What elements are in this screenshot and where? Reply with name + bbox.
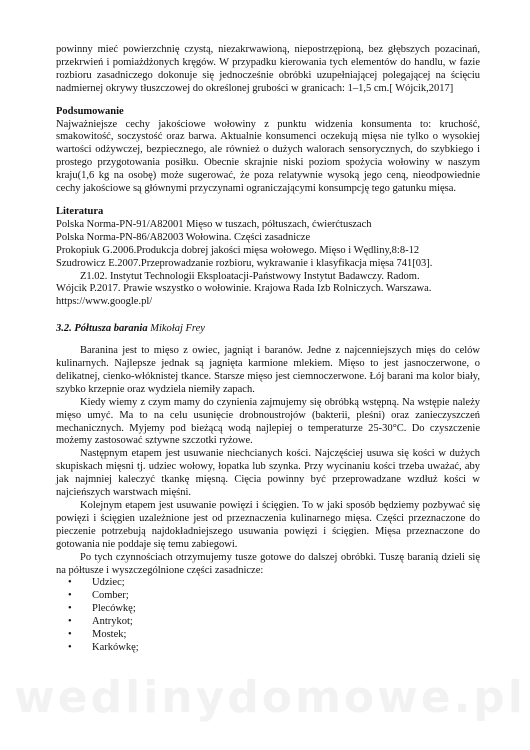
literature-heading: Literatura	[56, 205, 104, 217]
reference-list	[56, 219, 480, 309]
bullet-icon: •	[68, 603, 72, 615]
reference-item: Z1.02. Instytut Technologii Eksploatacji-Państwowy Instytut Badawczy. Radom.	[80, 270, 420, 282]
bullet-icon: •	[68, 629, 72, 641]
body-paragraph: Kolejnym etapem jest usuwanie powięzi i ścięgien. To w jaki sposób będziemy pozbywać się powięzi i ścięgien uzależnione jest od przeznaczenia kulinarnego mięsa. Części przeznaczone do pieczenie potrzebują najdokładniejszego usuwania powięzi i ścięgien. Mięsa przeznaczone do gotowania nie poddaje się temu zabiegowi.	[56, 500, 480, 550]
section-title	[56, 323, 480, 336]
bullet-icon: •	[68, 590, 72, 602]
body-paragraph: Następnym etapem jest usuwanie niechcianych kości. Najczęściej usuwa się kości w dużych skupiskach mięsni tj. udziec wołowy, łopatka lub szynka. Przy wycinaniu kości trzeba uważać, aby jak najmniej kaleczyć tkankę mięsną. Cięcia powinny być przeprowadzane wzdłuż kości w najcieńszych warstwach mięśni.	[56, 448, 480, 499]
cuts-list	[56, 577, 480, 654]
bullet-icon: •	[68, 641, 72, 653]
list-item	[68, 629, 480, 642]
reference-link[interactable]: https://www.google.pl/	[56, 296, 153, 308]
body-paragraph: Kiedy wiemy z czym mamy do czynienia zajmujemy się obróbką wstępną. Na wstępie należy mięso umyć. Ma to na celu usunięcie drobnoustrojów (bakterii, pleśni) oraz zanieczyszczeń mechanicznych. Myjemy pod bieżącą wodą najlepiej o temperaturze 25-30°C. Do czyszczenie możemy zastosować sztywne szczotki ryżowe.	[56, 396, 480, 447]
reference-item: Polska Norma-PN-86/A82003 Wołowina. Części zasadnicze	[56, 231, 311, 243]
watermark: wedlinydomowe.pl	[14, 672, 526, 723]
list-item-label: Karkówkę;	[92, 641, 139, 653]
list-item-label: Udziec;	[92, 577, 125, 589]
list-item	[68, 577, 480, 590]
list-item-label: Mostek;	[92, 629, 127, 641]
summary-heading: Podsumowanie	[56, 105, 124, 117]
section-number-title: 3.2. Półtusza barania	[56, 323, 148, 335]
reference-item: Szudrowicz E.2007.Przeprowadzanie rozbioru, wykrawanie i klasyfikacja mięsa 741[03].	[56, 257, 433, 269]
reference-item: Prokopiuk G.2006.Produkcja dobrej jakości mięsa wołowego. Mięso i Wędliny,8:8-12	[56, 244, 420, 256]
section-author: Mikołaj Frey	[150, 323, 205, 335]
list-item-label: Plecówkę;	[92, 603, 136, 615]
list-item	[68, 603, 480, 616]
summary-text: Najważniejsze cechy jakościowe wołowiny z punktu widzenia konsumenta to: kruchość, smakowitość, soczystość oraz barwa. Aktualnie konsumenci oczekują mięsa nie tylko o wysokiej wartości odżywczej, bezpiecznego, ale również o dużych walorach sensorycznych, do szybkiego i prostego przygotowania posiłku. Obecnie skrajnie niski poziom spożycia wołowiny w naszym kraju(1,6 kg na osobę) może sugerować, że poza relatywnie wysoką jego ceną, nieodpowiednie cechy jakościowe są głównymi przyczynami ograniczającymi konsumpcję tego gatunku mięsa.	[56, 118, 480, 195]
reference-item: Wójcik P.2017. Prawie wszystko o wołowinie. Krajowa Rada Izb Rolniczych. Warszawa.	[56, 283, 432, 295]
body-paragraph: Baranina jest to mięso z owiec, jagniąt i baranów. Jedne z najcenniejszych mięs do celów kulinarnych. Najlepsze jednak są jagnięta karmione mlekiem. Mięso to jest jasnoczerwone, o delikatnej, cienko-włóknistej tkance. Starsze mięso jest ciemnoczerwone. Łój barani ma kolor biały, szybko krzepnie oraz wydziela niemiły zapach.	[56, 345, 480, 395]
document-page	[56, 44, 480, 655]
list-item-label: Comber;	[92, 590, 129, 602]
list-item-label: Antrykot;	[92, 616, 133, 628]
bullet-icon: •	[68, 577, 72, 589]
intro-paragraph: powinny mieć powierzchnię czystą, niezakrwawioną, niepostrzępioną, bez głębszych pozacinań, przekrwień i pomiażdżonych kręgów. W przypadku kierowania tych elementów do handlu, w fazie rozbioru zasadniczego dokonuje się jednocześnie obróbki uzupełniającej polegającej na ścięciu nadmiernej okrywy tłuszczowej do określonej grubości w granicach: 1–1,5 cm.[ Wójcik,2017]	[56, 44, 480, 94]
list-item	[68, 616, 480, 629]
bullet-icon: •	[68, 616, 72, 628]
list-item	[68, 590, 480, 603]
body-paragraph: Po tych czynnościach otrzymujemy tusze gotowe do dalszej obróbki. Tuszę baranią dzieli się na półtusze i wyszczególnione części zasadnicze:	[56, 551, 480, 576]
list-item	[68, 642, 480, 655]
reference-item: Polska Norma-PN-91/A82001 Mięso w tuszach, półtuszach, ćwierćtuszach	[56, 218, 372, 230]
